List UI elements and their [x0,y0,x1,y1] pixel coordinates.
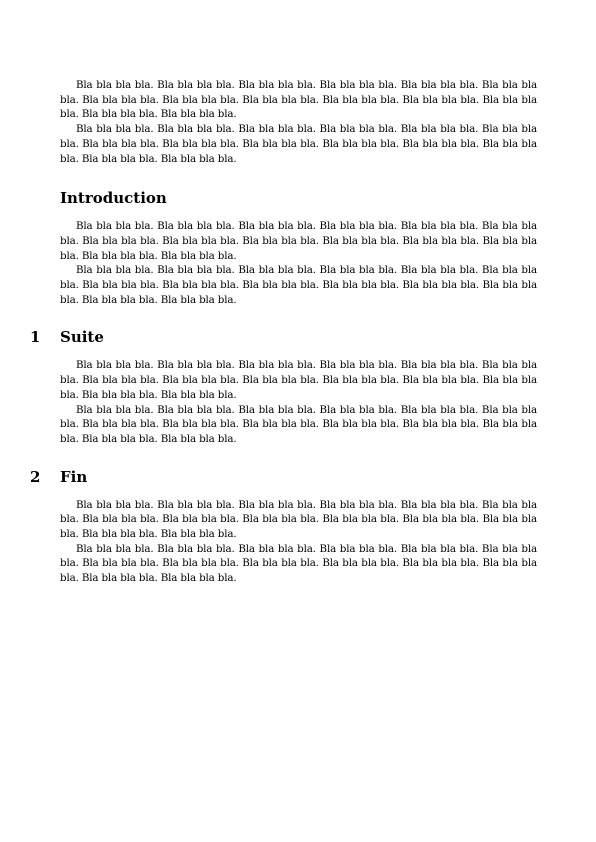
introduction-section [60,189,537,307]
introduction-paragraph-2: Bla bla bla bla. Bla bla bla bla. Bla bla bla bla. Bla bla bla bla. Bla bla bla bla. Bla bla bla bla. Bla bla bla bla. Bla bla bla bla. Bla bla bla bla. Bla bla bla bla. Bla bla bla bla. Bla bla bla bla. Bla bla bla bla. Bla bla bla bla. [60,264,537,306]
suite-paragraph-1: Bla bla bla bla. Bla bla bla bla. Bla bla bla bla. Bla bla bla bla. Bla bla bla bla. Bla bla bla bla. Bla bla bla bla. Bla bla bla bla. Bla bla bla bla. Bla bla bla bla. Bla bla bla bla. Bla bla bla bla. Bla bla bla bla. Bla bla bla bla. [60,359,537,401]
suite-paragraph-2: Bla bla bla bla. Bla bla bla bla. Bla bla bla bla. Bla bla bla bla. Bla bla bla bla. Bla bla bla bla. Bla bla bla bla. Bla bla bla bla. Bla bla bla bla. Bla bla bla bla. Bla bla bla bla. Bla bla bla bla. Bla bla bla bla. Bla bla bla bla. [60,403,537,445]
introduction-title: Introduction [60,189,167,208]
introduction-paragraph-1: Bla bla bla bla. Bla bla bla bla. Bla bla bla bla. Bla bla bla bla. Bla bla bla bla. Bla bla bla bla. Bla bla bla bla. Bla bla bla bla. Bla bla bla bla. Bla bla bla bla. Bla bla bla bla. Bla bla bla bla. Bla bla bla bla. Bla bla bla bla. [60,220,537,262]
section-heading-suite [30,328,537,347]
section-title: Suite [60,328,104,347]
fin-paragraph-1: Bla bla bla bla. Bla bla bla bla. Bla bla bla bla. Bla bla bla bla. Bla bla bla bla. Bla bla bla bla. Bla bla bla bla. Bla bla bla bla. Bla bla bla bla. Bla bla bla bla. Bla bla bla bla. Bla bla bla bla. Bla bla bla bla. Bla bla bla bla. [60,498,537,541]
section-number: 2 [30,467,41,486]
preamble-paragraph-2: Bla bla bla bla. Bla bla bla bla. Bla bla bla bla. Bla bla bla bla. Bla bla bla bla. Bla bla bla bla. Bla bla bla bla. Bla bla bla bla. Bla bla bla bla. Bla bla bla bla. Bla bla bla bla. Bla bla bla bla. Bla bla bla bla. Bla bla bla bla. [60,123,537,165]
preamble-paragraph-1: Bla bla bla bla. Bla bla bla bla. Bla bla bla bla. Bla bla bla bla. Bla bla bla bla. Bla bla bla bla. Bla bla bla bla. Bla bla bla bla. Bla bla bla bla. Bla bla bla bla. Bla bla bla bla. Bla bla bla bla. Bla bla bla bla. Bla bla bla bla. [60,79,537,121]
preamble [60,78,537,166]
introduction-heading [60,189,537,207]
section-title: Fin [60,467,88,486]
fin-paragraph-2: Bla bla bla bla. Bla bla bla bla. Bla bla bla bla. Bla bla bla bla. Bla bla bla bla. Bla bla bla bla. Bla bla bla bla. Bla bla bla bla. Bla bla bla bla. Bla bla bla bla. Bla bla bla bla. Bla bla bla bla. Bla bla bla bla. Bla bla bla bla. [60,542,537,585]
section-suite [30,328,537,446]
section-heading-fin [30,467,537,486]
section-fin [30,467,537,586]
section-number: 1 [30,328,41,347]
document-page [30,78,537,586]
